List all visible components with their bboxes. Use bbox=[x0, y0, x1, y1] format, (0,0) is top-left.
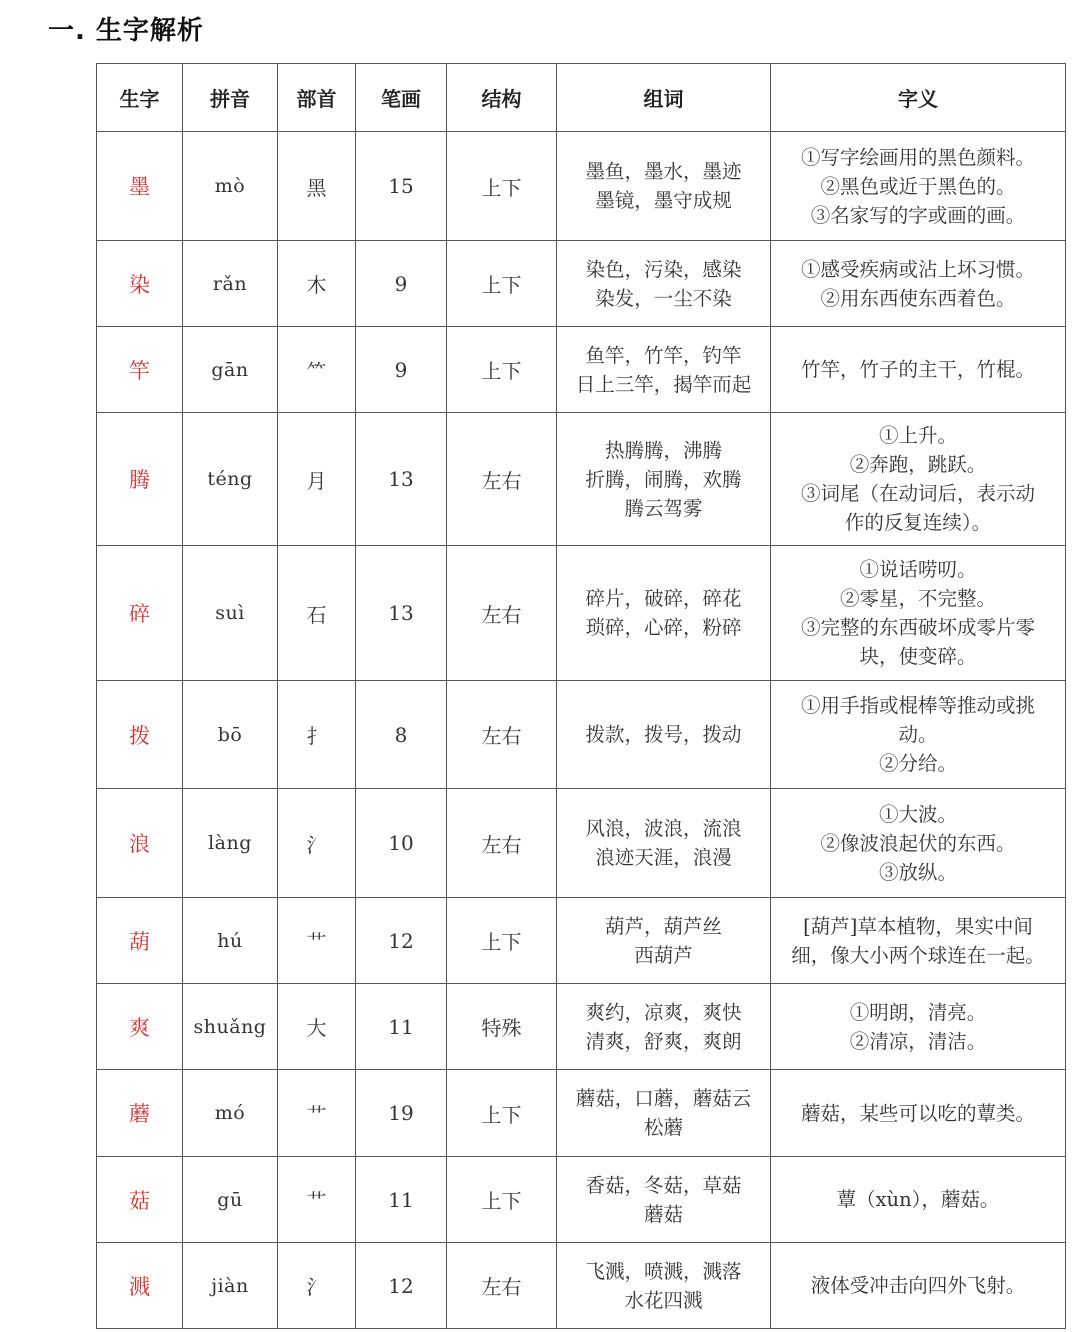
word-line: 香菇，冬菇，草菇 bbox=[585, 1173, 742, 1197]
stroke-count: 11 bbox=[356, 1157, 447, 1243]
new-char: 染 bbox=[97, 241, 183, 327]
table-row bbox=[97, 327, 1066, 413]
table-row bbox=[97, 984, 1066, 1070]
word-examples bbox=[557, 241, 771, 327]
word-line: 染发，一尘不染 bbox=[595, 286, 732, 310]
radical: ⺮ bbox=[278, 327, 356, 413]
pinyin: jiàn bbox=[183, 1243, 278, 1329]
pinyin: gān bbox=[183, 327, 278, 413]
word-line: 葫芦，葫芦丝 bbox=[604, 914, 722, 938]
structure: 左右 bbox=[447, 681, 557, 789]
meaning-line: ②用东西使东西着色。 bbox=[820, 286, 1016, 310]
stroke-count: 15 bbox=[356, 132, 447, 241]
word-line: 松蘑 bbox=[643, 1116, 683, 1139]
word-line: 风浪，波浪，流浪 bbox=[585, 817, 742, 840]
word-examples bbox=[557, 132, 771, 241]
meaning bbox=[771, 1070, 1066, 1157]
meaning-line: ①大波。 bbox=[878, 802, 957, 826]
word-line: 日上三竿，揭竿而起 bbox=[575, 372, 752, 396]
radical: 氵 bbox=[278, 1243, 356, 1329]
word-examples bbox=[557, 898, 771, 984]
new-char: 蘑 bbox=[97, 1070, 183, 1157]
radical: 黑 bbox=[278, 132, 356, 241]
table-row bbox=[97, 1243, 1066, 1329]
structure: 左右 bbox=[447, 546, 557, 681]
stroke-count: 9 bbox=[356, 241, 447, 327]
meaning-line: ③完整的东西破坏成零片零 bbox=[800, 616, 1035, 639]
structure: 特殊 bbox=[447, 984, 557, 1070]
stroke-count: 10 bbox=[356, 789, 447, 898]
meaning-line: 竹竿，竹子的主干，竹棍。 bbox=[800, 358, 1035, 381]
meaning-line: ①上升。 bbox=[878, 424, 957, 447]
pinyin: suì bbox=[183, 546, 278, 681]
table-row bbox=[97, 1157, 1066, 1243]
radical: 艹 bbox=[278, 1157, 356, 1243]
new-char: 墨 bbox=[97, 132, 183, 241]
word-examples bbox=[557, 1070, 771, 1157]
new-char: 葫 bbox=[97, 898, 183, 984]
stroke-count: 13 bbox=[356, 413, 447, 546]
word-examples bbox=[557, 327, 771, 413]
word-line: 拨款，拨号，拨动 bbox=[585, 723, 742, 746]
table-header-row bbox=[97, 64, 1066, 132]
meaning-line: ②清凉，清洁。 bbox=[849, 1029, 987, 1053]
word-line: 清爽，舒爽，爽朗 bbox=[585, 1029, 742, 1053]
word-line: 折腾，闹腾，欢腾 bbox=[585, 467, 742, 491]
character-analysis-table bbox=[96, 63, 1066, 1329]
new-char: 腾 bbox=[97, 413, 183, 546]
new-char: 爽 bbox=[97, 984, 183, 1070]
word-line: 碎片，破碎，碎花 bbox=[585, 587, 742, 610]
header-char: 生字 bbox=[97, 64, 183, 132]
section-title: 一. 生字解析 bbox=[48, 16, 204, 46]
header-words: 组词 bbox=[557, 64, 771, 132]
meaning bbox=[771, 789, 1066, 898]
meaning-line: ①说话唠叨。 bbox=[859, 558, 977, 581]
stroke-count: 9 bbox=[356, 327, 447, 413]
meaning-line: 液体受冲击向四外飞射。 bbox=[810, 1274, 1026, 1297]
table-row bbox=[97, 898, 1066, 984]
pinyin: gū bbox=[183, 1157, 278, 1243]
meaning bbox=[771, 327, 1066, 413]
meaning-line: ①用手指或棍棒等推动或挑 bbox=[800, 694, 1035, 717]
new-char: 碎 bbox=[97, 546, 183, 681]
meaning-line: ①写字绘画用的黑色颜料。 bbox=[800, 145, 1035, 169]
stroke-count: 12 bbox=[356, 1243, 447, 1329]
header-meaning: 字义 bbox=[771, 64, 1066, 132]
radical: 石 bbox=[278, 546, 356, 681]
meaning-line: [葫芦]草本植物，果实中间 bbox=[803, 914, 1033, 938]
new-char: 竿 bbox=[97, 327, 183, 413]
table-row bbox=[97, 132, 1066, 241]
word-examples bbox=[557, 413, 771, 546]
pinyin: shuǎng bbox=[183, 984, 278, 1070]
structure: 左右 bbox=[447, 1243, 557, 1329]
meaning-line: 作的反复连续）。 bbox=[844, 511, 992, 534]
structure: 上下 bbox=[447, 1157, 557, 1243]
word-line: 爽约，凉爽，爽快 bbox=[585, 1000, 742, 1024]
word-line: 西葫芦 bbox=[634, 943, 693, 967]
meaning-line: ③名家写的字或画的画。 bbox=[810, 203, 1026, 227]
header-structure: 结构 bbox=[447, 64, 557, 132]
header-pinyin: 拼音 bbox=[183, 64, 278, 132]
meaning-line: ③放纵。 bbox=[878, 860, 957, 884]
pinyin: rǎn bbox=[183, 241, 278, 327]
structure: 上下 bbox=[447, 241, 557, 327]
radical: 扌 bbox=[278, 681, 356, 789]
radical: 月 bbox=[278, 413, 356, 546]
table-row bbox=[97, 1070, 1066, 1157]
word-examples bbox=[557, 681, 771, 789]
table-row bbox=[97, 546, 1066, 681]
word-line: 墨镜，墨守成规 bbox=[595, 189, 732, 212]
meaning-line: ①明朗，清亮。 bbox=[849, 1000, 987, 1024]
word-examples bbox=[557, 984, 771, 1070]
new-char: 菇 bbox=[97, 1157, 183, 1243]
word-examples bbox=[557, 1243, 771, 1329]
new-char: 浪 bbox=[97, 789, 183, 898]
radical: 大 bbox=[278, 984, 356, 1070]
structure: 左右 bbox=[447, 789, 557, 898]
meaning bbox=[771, 413, 1066, 546]
meaning bbox=[771, 1243, 1066, 1329]
word-line: 腾云驾雾 bbox=[624, 496, 703, 520]
pinyin: téng bbox=[183, 413, 278, 546]
structure: 上下 bbox=[447, 132, 557, 241]
meaning bbox=[771, 681, 1066, 789]
radical: 艹 bbox=[278, 1070, 356, 1157]
word-examples bbox=[557, 546, 771, 681]
pinyin: mò bbox=[183, 132, 278, 241]
structure: 上下 bbox=[447, 898, 557, 984]
word-line: 染色，污染，感染 bbox=[585, 257, 742, 281]
word-line: 热腾腾，沸腾 bbox=[604, 438, 722, 462]
word-line: 琐碎，心碎，粉碎 bbox=[585, 616, 742, 639]
radical: 木 bbox=[278, 241, 356, 327]
table-row bbox=[97, 681, 1066, 789]
word-line: 鱼竿，竹竿，钓竿 bbox=[585, 343, 742, 367]
meaning-line: ②像波浪起伏的东西。 bbox=[820, 831, 1016, 855]
meaning-line: 块，使变碎。 bbox=[859, 645, 977, 668]
word-line: 墨鱼，墨水，墨迹 bbox=[585, 160, 742, 183]
meaning bbox=[771, 1157, 1066, 1243]
table-row bbox=[97, 241, 1066, 327]
meaning bbox=[771, 132, 1066, 241]
new-char: 拨 bbox=[97, 681, 183, 789]
table-row bbox=[97, 413, 1066, 546]
stroke-count: 12 bbox=[356, 898, 447, 984]
word-line: 水花四溅 bbox=[624, 1288, 703, 1312]
stroke-count: 13 bbox=[356, 546, 447, 681]
new-char: 溅 bbox=[97, 1243, 183, 1329]
word-examples bbox=[557, 789, 771, 898]
header-radical: 部首 bbox=[278, 64, 356, 132]
meaning-line: ②奔跑，跳跃。 bbox=[849, 453, 987, 476]
meaning-line: 蕈（xùn），蘑菇。 bbox=[836, 1188, 1000, 1211]
radical: 艹 bbox=[278, 898, 356, 984]
stroke-count: 8 bbox=[356, 681, 447, 789]
pinyin: bō bbox=[183, 681, 278, 789]
table-row bbox=[97, 789, 1066, 898]
word-examples bbox=[557, 1157, 771, 1243]
header-strokes: 笔画 bbox=[356, 64, 447, 132]
structure: 左右 bbox=[447, 413, 557, 546]
pinyin: hú bbox=[183, 898, 278, 984]
meaning bbox=[771, 241, 1066, 327]
word-line: 飞溅，喷溅，溅落 bbox=[585, 1259, 742, 1283]
stroke-count: 19 bbox=[356, 1070, 447, 1157]
meaning-line: ②黑色或近于黑色的。 bbox=[820, 174, 1016, 198]
structure: 上下 bbox=[447, 327, 557, 413]
stroke-count: 11 bbox=[356, 984, 447, 1070]
meaning bbox=[771, 984, 1066, 1070]
word-line: 浪迹天涯，浪漫 bbox=[595, 846, 732, 869]
meaning-line: ②零星，不完整。 bbox=[839, 587, 996, 610]
meaning-line: 细，像大小两个球连在一起。 bbox=[791, 943, 1045, 967]
pinyin: làng bbox=[183, 789, 278, 898]
word-line: 蘑菇 bbox=[643, 1202, 683, 1226]
radical: 氵 bbox=[278, 789, 356, 898]
meaning bbox=[771, 898, 1066, 984]
structure: 上下 bbox=[447, 1070, 557, 1157]
meaning-line: ①感受疾病或沾上坏习惯。 bbox=[800, 257, 1035, 281]
meaning bbox=[771, 546, 1066, 681]
meaning-line: ②分给。 bbox=[878, 752, 957, 775]
word-line: 蘑菇，口蘑，蘑菇云 bbox=[575, 1087, 752, 1110]
meaning-line: 动。 bbox=[898, 723, 938, 746]
pinyin: mó bbox=[183, 1070, 278, 1157]
meaning-line: ③词尾（在动词后，表示动 bbox=[800, 482, 1035, 505]
meaning-line: 蘑菇，某些可以吃的蕈类。 bbox=[800, 1101, 1035, 1125]
